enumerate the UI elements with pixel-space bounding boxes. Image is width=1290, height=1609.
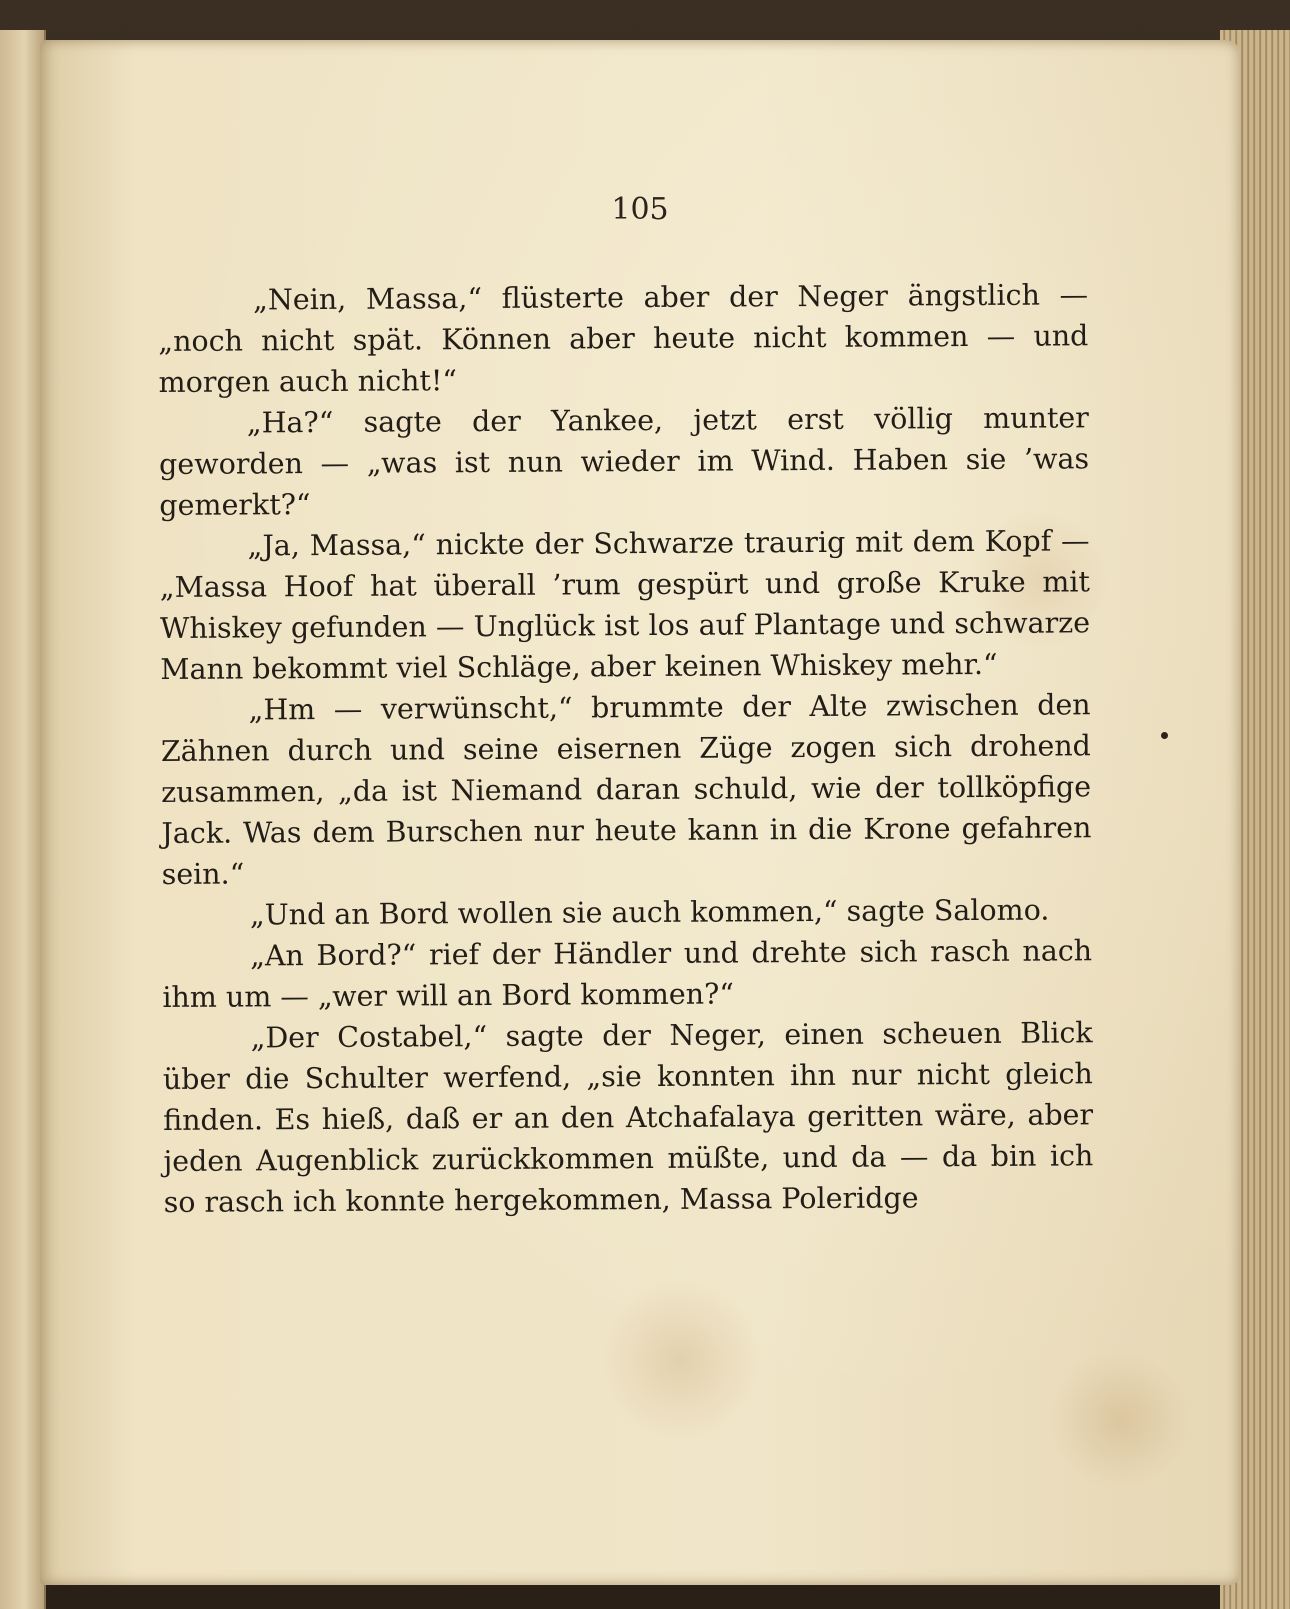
paragraph: „Nein, Massa,“ flüsterte aber der Neger ängstlich — „noch nicht spät. Können aber heute nicht kommen — und morgen auch nicht!“ xyxy=(158,278,1089,399)
paragraph: „An Bord?“ rief der Händler und drehte sich rasch nach ihm um — „wer will an Bord kommen?“ xyxy=(162,934,1093,1014)
paragraph: „Der Costabel,“ sagte der Neger, einen scheuen Blick über die Schulter werfend, „sie konnten ihn nur nicht gleich finden. Es hieß, daß er an den Atchafalaya geritten wäre, aber jeden Augenblick zurückkommen müßte, und da — da bin ich so rasch ich konnte hergekommen, Massa Poleridge xyxy=(162,1016,1094,1219)
paragraph: „Hm — verwünscht,“ brummte der Alte zwischen den Zähnen durch und seine eisernen Züge zogen sich drohend zusammen, „da ist Niemand daran schuld, wie der tollköpfige Jack. Was dem Burschen nur heute kann in die Krone gefahren sein.“ xyxy=(160,688,1092,891)
ink-spot xyxy=(1161,732,1168,739)
page-number: 105 xyxy=(611,192,669,227)
paragraph: „Und an Bord wollen sie auch kommen,“ sagte Salomo. xyxy=(249,893,1050,932)
page-body-text xyxy=(158,274,1094,1223)
book-page xyxy=(40,40,1240,1585)
paragraph: „Ja, Massa,“ nickte der Schwarze traurig mit dem Kopf — „Massa Hoof hat überall ’rum gespürt und große Kruke mit Whiskey gefunden — Unglück ist los auf Plantage und schwarze Mann bekommt viel Schläge, aber keinen Whiskey mehr.“ xyxy=(159,524,1091,686)
paragraph: „Ha?“ sagte der Yankee, jetzt erst völlig munter geworden — „was ist nun wieder im Wind. Haben sie ’was gemerkt?“ xyxy=(159,401,1090,522)
